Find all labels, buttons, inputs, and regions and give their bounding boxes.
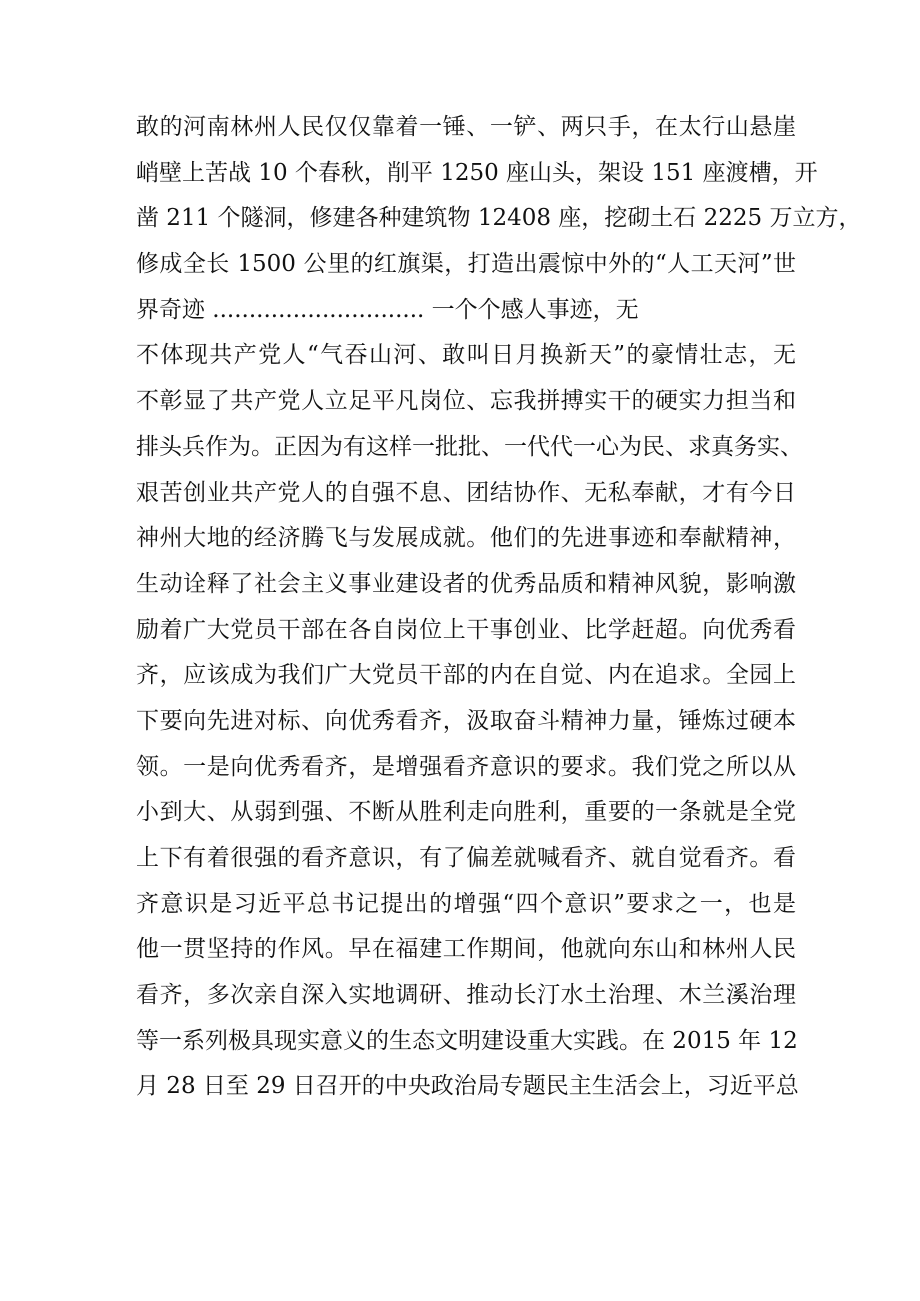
text-line-5: 界奇迹 ............................. 一个个感人事迹，无 [136,296,639,323]
text-line-16: 小到大、从弱到强、不断从胜利走向胜利，重要的一条就是全党 [136,799,796,826]
text-line-4: 修成全长 1500 公里的红旗渠，打造出震惊中外的“人工天河”世 [136,251,796,278]
text-line-9: 艰苦创业共产党人的自强不息、团结协作、无私奉献，才有今日 [136,479,796,506]
text-line-10: 神州大地的经济腾飞与发展成就。他们的先进事迹和奉献精神， [136,525,796,552]
text-line-19: 他一贯坚持的作风。早在福建工作期间，他就向东山和林州人民 [136,936,796,963]
text-line-12: 励着广大党员干部在各自岗位上干事创业、比学赶超。向优秀看 [136,616,796,643]
text-line-20: 看齐，多次亲自深入实地调研、推动长汀水土治理、木兰溪治理 [136,982,796,1009]
text-line-18: 齐意识是习近平总书记提出的增强“四个意识”要求之一，也是 [136,890,796,917]
text-line-15: 领。一是向优秀看齐，是增强看齐意识的要求。我们党之所以从 [136,753,796,780]
text-line-13: 齐，应该成为我们广大党员干部的内在自觉、内在追求。全园上 [136,662,796,689]
text-line-8: 排头兵作为。正因为有这样一批批、一代代一心为民、求真务实、 [136,433,803,460]
text-line-7: 不彰显了共产党人立足平凡岗位、忘我拼搏实干的硬实力担当和 [136,388,796,415]
text-line-3: 凿 211 个隧洞，修建各种建筑物 12408 座，挖砌土石 2225 万立方， [136,205,862,232]
text-line-2: 峭壁上苦战 10 个春秋，削平 1250 座山头，架设 151 座渡槽，开 [136,159,818,186]
text-line-14: 下要向先进对标、向优秀看齐，汲取奋斗精神力量，锤炼过硬本 [136,707,796,734]
text-line-22: 月 28 日至 29 日召开的中央政治局专题民主生活会上，习近平总 [136,1073,799,1100]
text-line-11: 生动诠释了社会主义事业建设者的优秀品质和精神风貌，影响激 [136,570,796,597]
text-line-17: 上下有着很强的看齐意识，有了偏差就喊看齐、就自觉看齐。看 [136,845,796,871]
body-text [136,105,862,1110]
text-line-21: 等一系列极具现实意义的生态文明建设重大实践。在 2015 年 12 [136,1027,798,1054]
text-line-1: 敢的河南林州人民仅仅靠着一锤、一铲、两只手，在太行山悬崖 [136,114,796,140]
text-line-6: 不体现共产党人“气吞山河、敢叫日月换新天”的豪情壮志，无 [136,342,796,369]
